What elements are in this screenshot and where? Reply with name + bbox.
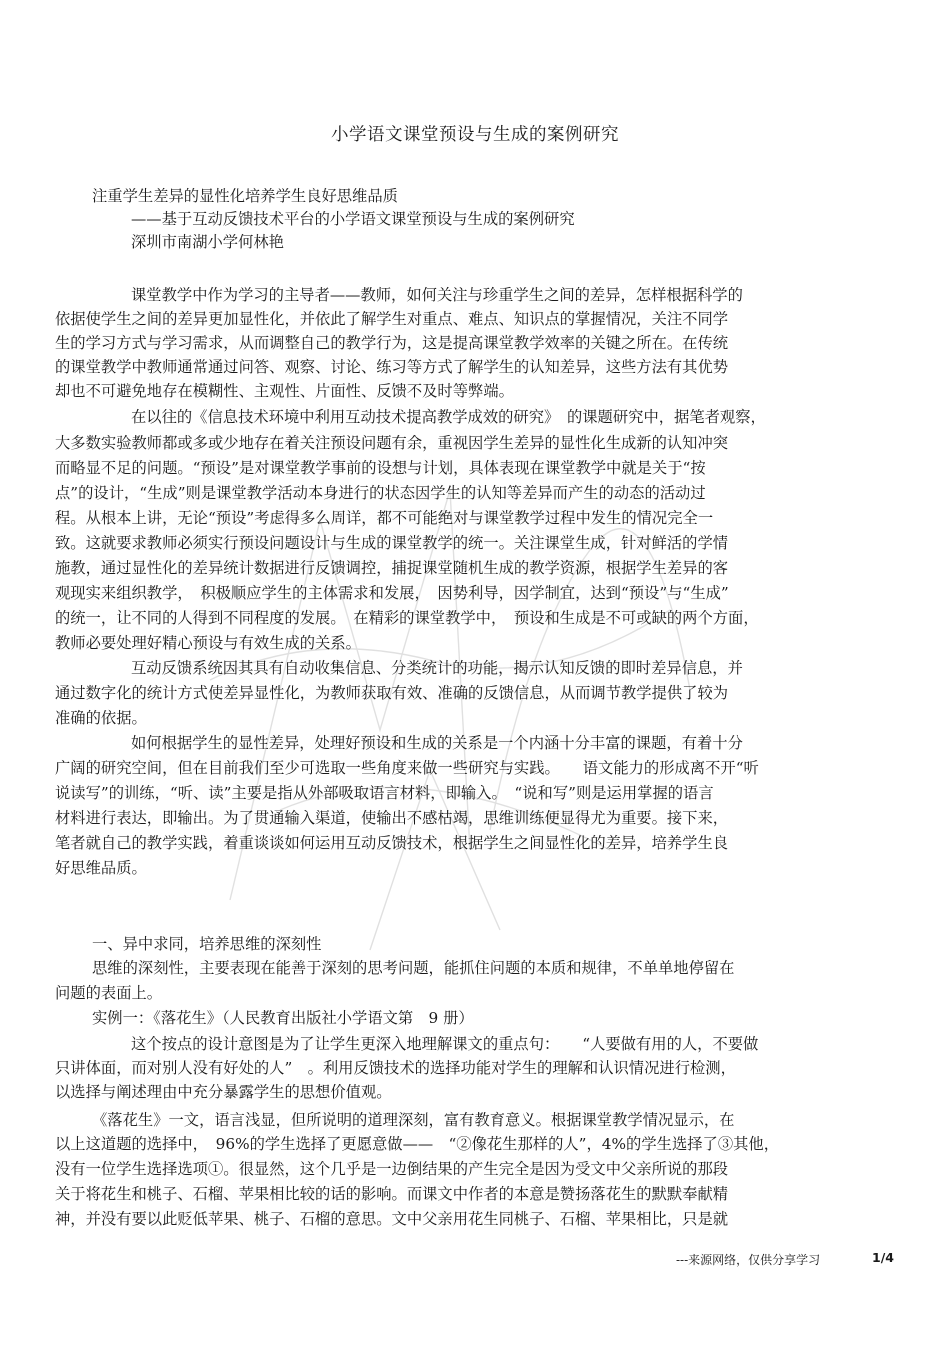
- body-line: 好思维品质。: [55, 859, 147, 877]
- subtitle-line: ——基于互动反馈技术平台的小学语文课堂预设与生成的案例研究: [131, 210, 575, 228]
- body-line: 以选择与阐述理由中充分暴露学生的思想价值观。: [55, 1083, 392, 1101]
- body-line: 没有一位学生选择选项①。很显然，这个几乎是一边倒结果的产生完全是因为受文中父亲所说的那段: [55, 1160, 729, 1178]
- body-line: 的统一，让不同的人得到不同程度的发展。 在精彩的课堂教学中， 预设和生成是不可或缺的两个方面，: [55, 609, 759, 627]
- footer-source: ---来源网络，仅供分享学习: [676, 1253, 821, 1267]
- body-line: 问题的表面上。: [55, 984, 163, 1002]
- body-line: 笔者就自己的教学实践，着重谈谈如何运用互动反馈技术，根据学生之间显性化的差异，培养学生良: [55, 834, 729, 852]
- body-line: 程。从根本上讲，无论“预设”考虑得多么周详，都不可能绝对与课堂教学过程中发生的情况完全一: [55, 509, 714, 527]
- body-line: 思维的深刻性，主要表现在能善于深刻的思考问题，能抓住问题的本质和规律，不单单地停留在: [92, 959, 735, 977]
- body-line: 依据使学生之间的差异更加显性化，并依此了解学生对重点、难点、知识点的掌握情况，关注不同学: [55, 310, 729, 328]
- body-line: 观现实来组织教学， 积极顺应学生的主体需求和发展， 因势利导，因学制宜，达到“预设”与“生成”: [55, 584, 729, 602]
- body-line: 材料进行表达，即输出。为了贯通输入渠道，使输出不感枯竭，思维训练便显得尤为重要。接下来，: [55, 809, 729, 827]
- body-line: 以上这道题的选择中， 96%的学生选择了更愿意做—— “②像花生那样的人”，4%的学生选择了③其他，: [55, 1135, 780, 1153]
- body-line: 生的学习方式与学习需求，从而调整自己的教学行为，这是提高课堂教学效率的关键之所在。在传统: [55, 334, 729, 352]
- body-line: 大多数实验教师都或多或少地存在着关注预设问题有余，重视因学生差异的显性化生成新的认知冲突: [55, 434, 729, 452]
- body-line: 互动反馈系统因其具有自动收集信息、分类统计的功能，揭示认知反馈的即时差异信息，并: [131, 659, 743, 677]
- body-line: 说读写”的训练，“听、读”主要是指从外部吸取语言材料，即输入。 “说和写”则是运用掌握的语言: [55, 784, 714, 802]
- document-title: 小学语文课堂预设与生成的案例研究: [331, 125, 619, 145]
- body-line: 神，并没有要以此贬低苹果、桃子、石榴的意思。文中父亲用花生同桃子、石榴、苹果相比，只是就: [55, 1210, 729, 1228]
- body-line: 关于将花生和桃子、石榴、苹果相比较的话的影响。而课文中作者的本意是赞扬落花生的默默奉献精: [55, 1185, 729, 1203]
- body-line: 而略显不足的问题。“预设”是对课堂教学事前的设想与计划，具体表现在课堂教学中就是关于“按: [55, 459, 706, 477]
- body-line: 如何根据学生的显性差异，处理好预设和生成的关系是一个内涵十分丰富的课题，有着十分: [131, 734, 743, 752]
- section-heading: 一、异中求同，培养思维的深刻性: [92, 935, 322, 953]
- author-line: 深圳市南湖小学何林艳: [131, 233, 284, 251]
- body-line: 通过数字化的统计方式使差异显性化，为教师获取有效、准确的反馈信息，从而调节教学提供了较为: [55, 684, 729, 702]
- body-line: 在以往的《信息技术环境中利用互动技术提高教学成效的研究》 的课题研究中，据笔者观察，: [131, 408, 766, 426]
- body-line: 课堂教学中作为学习的主导者——教师，如何关注与珍重学生之间的差异，怎样根据科学的: [131, 286, 743, 304]
- body-line: 点”的设计，“生成”则是课堂教学活动本身进行的状态因学生的认知等差异而产生的动态的活动过: [55, 484, 706, 502]
- body-line: 《落花生》一文，语言浅显，但所说明的道理深刻，富有教育意义。根据课堂教学情况显示，在: [92, 1111, 735, 1129]
- body-line: 却也不可避免地存在模糊性、主观性、片面性、反馈不及时等弊端。: [55, 382, 514, 400]
- body-line: 只讲体面，而对别人没有好处的人” 。利用反馈技术的选择功能对学生的理解和认识情况进行检测，: [55, 1059, 736, 1077]
- example-heading: 实例一：《落花生》（人民教育出版社小学语文第 9 册）: [92, 1009, 474, 1027]
- subtitle-line: 注重学生差异的显性化培养学生良好思维品质: [92, 187, 398, 205]
- body-line: 致。这就要求教师必须实行预设问题设计与生成的课堂教学的统一。关注课堂生成，针对鲜活的学情: [55, 534, 729, 552]
- page-number: 1/4: [872, 1250, 894, 1265]
- body-line: 的课堂教学中教师通常通过问答、观察、讨论、练习等方式了解学生的认知差异，这些方法有其优势: [55, 358, 729, 376]
- body-line: 广阔的研究空间，但在目前我们至少可选取一些角度来做一些研究与实践。 语文能力的形成离不开“听: [55, 759, 759, 777]
- body-line: 教师必要处理好精心预设与有效生成的关系。: [55, 634, 361, 652]
- body-line: 准确的依据。: [55, 709, 147, 727]
- body-line: 施教，通过显性化的差异统计数据进行反馈调控，捕捉课堂随机生成的教学资源，根据学生差异的客: [55, 559, 729, 577]
- body-line: 这个按点的设计意图是为了让学生更深入地理解课文的重点句： “人要做有用的人，不要做: [131, 1035, 759, 1053]
